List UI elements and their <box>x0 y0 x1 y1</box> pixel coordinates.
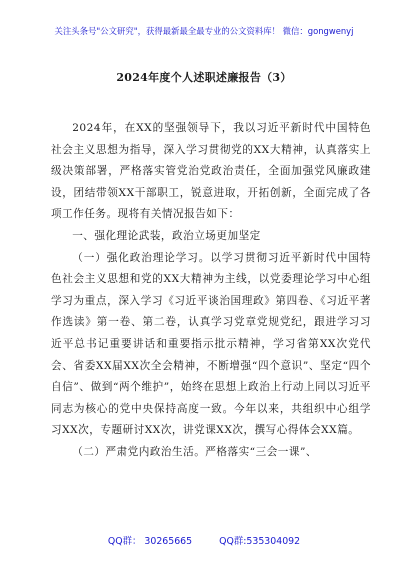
header-notice-text: 关注头条号"公文研究"，获得最新最全最专业的公文资料库！ 微信：gongwenyj <box>54 26 354 36</box>
paragraph-1-2: （二）严肃党内政治生活。严格落实“三会一课”、 <box>72 445 317 458</box>
footer-qq-group-2: QQ群:535304092 <box>219 536 301 547</box>
footer-qq-group-1: QQ群： 30265665 <box>107 536 193 547</box>
section-heading-1: 一、强化理论武装，政治立场更加坚定 <box>72 229 261 242</box>
header-notice <box>0 26 408 36</box>
document-body <box>51 118 371 464</box>
paragraph-intro: 2024年，在XX的坚强领导下，我以习近平新时代中国特色社会主义思想为指导，深入学习贯彻党的XX大精神，认真落实上级决策部署，严格落实管党治党政治责任，全面加强党风廉政建设，团结带领XX干部职工，锐意进取，开拓创新，全面完成了各项工作任务。现将有关情况报告如下： <box>51 122 371 221</box>
paragraph-1-1: （一）强化政治理论学习。以学习贯彻习近平新时代中国特色社会主义思想和党的XX大精神为主线，以党委理论学习中心组学习为重点，深入学习《习近平谈治国理政》第四卷、《习近平著作选读》第一卷、第二卷，认真学习党章党规党纪，跟进学习习近平总书记重要讲话和重要指示批示精神，学习省第XX次党代会、省委XX届XX次全会精神，不断增强“四个意识”、坚定“四个自信”、做到“两个维护”，始终在思想上政治上行动上同以习近平同志为核心的党中央保持高度一致。今年以来，共组织中心组学习XX次，专题研讨XX次，讲党课XX次，撰写心得体会XX篇。 <box>51 251 371 437</box>
footer <box>0 533 408 547</box>
page-title: 2024年度个人述职述廉报告（3） <box>116 71 292 84</box>
